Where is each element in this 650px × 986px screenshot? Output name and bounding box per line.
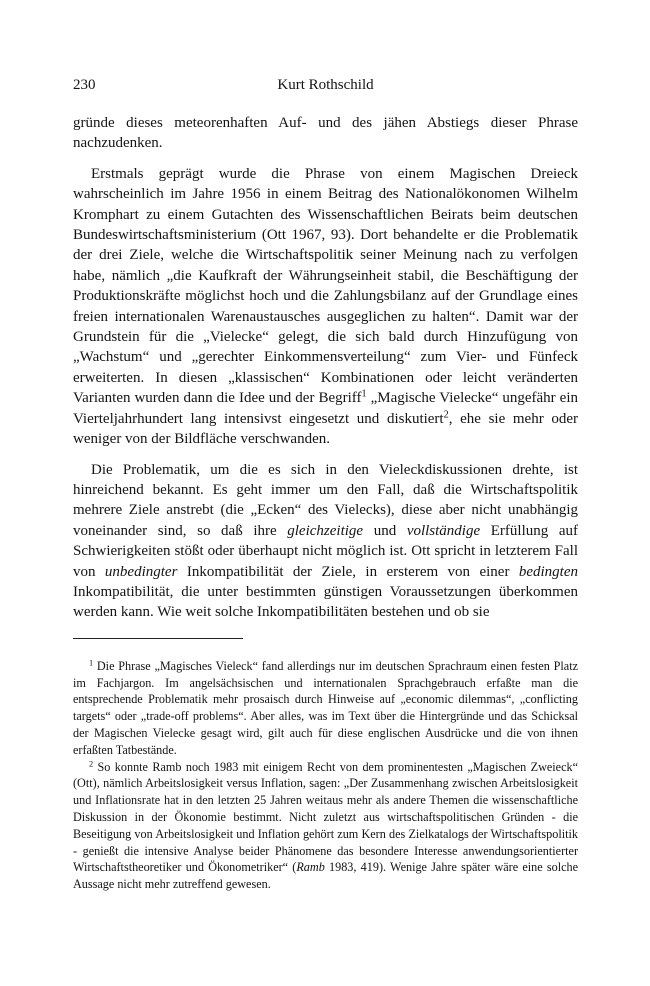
book-page bbox=[73, 74, 578, 893]
paragraph bbox=[73, 164, 578, 450]
paragraph-3-text-a: Die Problematik, um die es sich in den Vieleckdiskussionen drehte, ist hinreichend bekannt. Es geht immer um den Fall, daß die Wirtschaftspolitik mehrere Ziele anstrebt (die „Ecken“ des Vielecks), diese aber nicht unabhängig voneinander sind, so daß ihre bbox=[73, 461, 578, 539]
emphasis-ramb: Ramb bbox=[296, 860, 325, 875]
emphasis-gleichzeitige: gleichzeitige bbox=[287, 522, 364, 539]
emphasis-unbedingter: unbedingter bbox=[104, 563, 178, 580]
paragraph-continuation bbox=[73, 113, 578, 154]
footnote-separator bbox=[73, 638, 243, 639]
footnotes bbox=[73, 658, 578, 893]
paragraph bbox=[73, 460, 578, 623]
footnote-2-text-b: 1983, 419). Wenige Jahre später wäre eine solche Aussage nicht mehr zutreffend gewesen. bbox=[73, 860, 579, 892]
footnote-1-number: 1 bbox=[89, 658, 94, 668]
paragraph-3-text-b: und bbox=[363, 522, 407, 539]
footnote-ref-2[interactable]: 2 bbox=[443, 409, 449, 421]
paragraph-3-text-d: Inkompatibilität der Ziele, in ersterem von einer bbox=[177, 563, 519, 580]
paragraph-3-text-c: Erfüllung auf Schwierigkeiten stößt oder überhaupt nicht möglich ist. Ott spricht in letzterem Fall von bbox=[73, 522, 579, 580]
footnote-2 bbox=[73, 759, 578, 893]
paragraph-2-text-b: „Magische Vielecke“ ungefähr ein Vierteljahrhundert lang intensivst eingesetzt und diskutiert bbox=[73, 390, 579, 427]
paragraph-1-text: gründe dieses meteorenhaften Auf- und des jähen Abstiegs dieser Phrase nachzudenken. bbox=[73, 115, 578, 152]
page-header bbox=[73, 74, 578, 96]
paragraph-3-text-e: Inkompatibilität, die unter bestimmten günstigen Voraussetzungen überkommen werden kann. Wie weit solche Inkompatibilitäten bestehen und ob sie bbox=[73, 583, 578, 621]
page-number: 230 bbox=[73, 77, 96, 93]
footnote-2-number: 2 bbox=[89, 758, 94, 768]
running-head-author: Kurt Rothschild bbox=[277, 77, 374, 93]
footnote-1 bbox=[73, 658, 578, 759]
footnote-1-text: Die Phrase „Magisches Vieleck“ fand allerdings nur im deutschen Sprachraum einen festen Platz im Fachjargon. Im angelsächsischen und internationalen Sprachgebrauch erfaßte man die entsprechende Problematik mehr prosaisch durch Hinweise auf „economic dilemmas“, „conflicting targets“ oder „trade-off problems“. Aber alles, was im Text über die Hintergründe und das Schicksal der Magischen Vielecke gesagt wird, gilt auch für diese englischen Ausdrücke und die von ihnen erfaßten Tatbestände. bbox=[73, 658, 578, 757]
footnote-2-text-a: So konnte Ramb noch 1983 mit einigem Recht von dem prominentesten „Magischen Zweieck“ (Ott), nämlich Arbeitslosigkeit versus Inflation, sagen: „Der Zusammenhang zwischen Arbeitslosigkeit und Inflationsrate hat in den letzten 25 Jahren weitaus mehr als andere Themen die wissenschaftliche Diskussion in der Ökonomie bestimmt. Nicht zuletzt aus wirtschaftspolitischen Gründen - die Beseitigung von Arbeitslosigkeit und Inflation gehört zum Kern des Zielkatalogs der Wirtschaftspolitik - genießt die intensive Analyse beider Phänomene das besondere Interesse anwendungsorientierter Wirtschaftstheoretiker und Ökonometriker“ ( bbox=[73, 759, 578, 875]
paragraph-2-text-c: , ehe sie mehr oder weniger von der Bildfläche verschwanden. bbox=[73, 410, 579, 448]
emphasis-bedingten: bedingten bbox=[518, 563, 579, 580]
paragraph-2-text-a: Erstmals geprägt wurde die Phrase von einem Magischen Dreieck wahrscheinlich im Jahre 1956 in einem Beitrag des Nationalökonomen Wilhelm Kromphart zu einem Gutachten des Wissenschaftlichen Beirats beim deutschen Bundeswirtschaftsministerium (Ott 1967, 93). Dort behandelte er die Problematik der drei Ziele, welche die Wirtschaftspolitik seiner Meinung nach zu verfolgen habe, nämlich „die Kaufkraft der Währungseinheit stabil, die Beschäftigung der Produktionskräfte möglichst hoch und die Zahlungsbilanz auf der Grundlage eines freien internationalen Warenaustausches ausgeglichen zu halten“. Damit war der Grundstein für die „Vielecke“ gelegt, die sich bald durch Hinzufügung von „Wachstum“ und „gerechter Einkommensverteilung“ zum Vier- und Fünfeck erweiterten. In diesen „klassischen“ Kombinationen oder leicht veränderten Varianten wurden dann die Idee und der Begriff bbox=[73, 165, 578, 407]
body-text bbox=[73, 113, 578, 623]
emphasis-vollstaendige: vollständige bbox=[406, 522, 481, 539]
footnote-ref-1[interactable]: 1 bbox=[361, 388, 367, 400]
